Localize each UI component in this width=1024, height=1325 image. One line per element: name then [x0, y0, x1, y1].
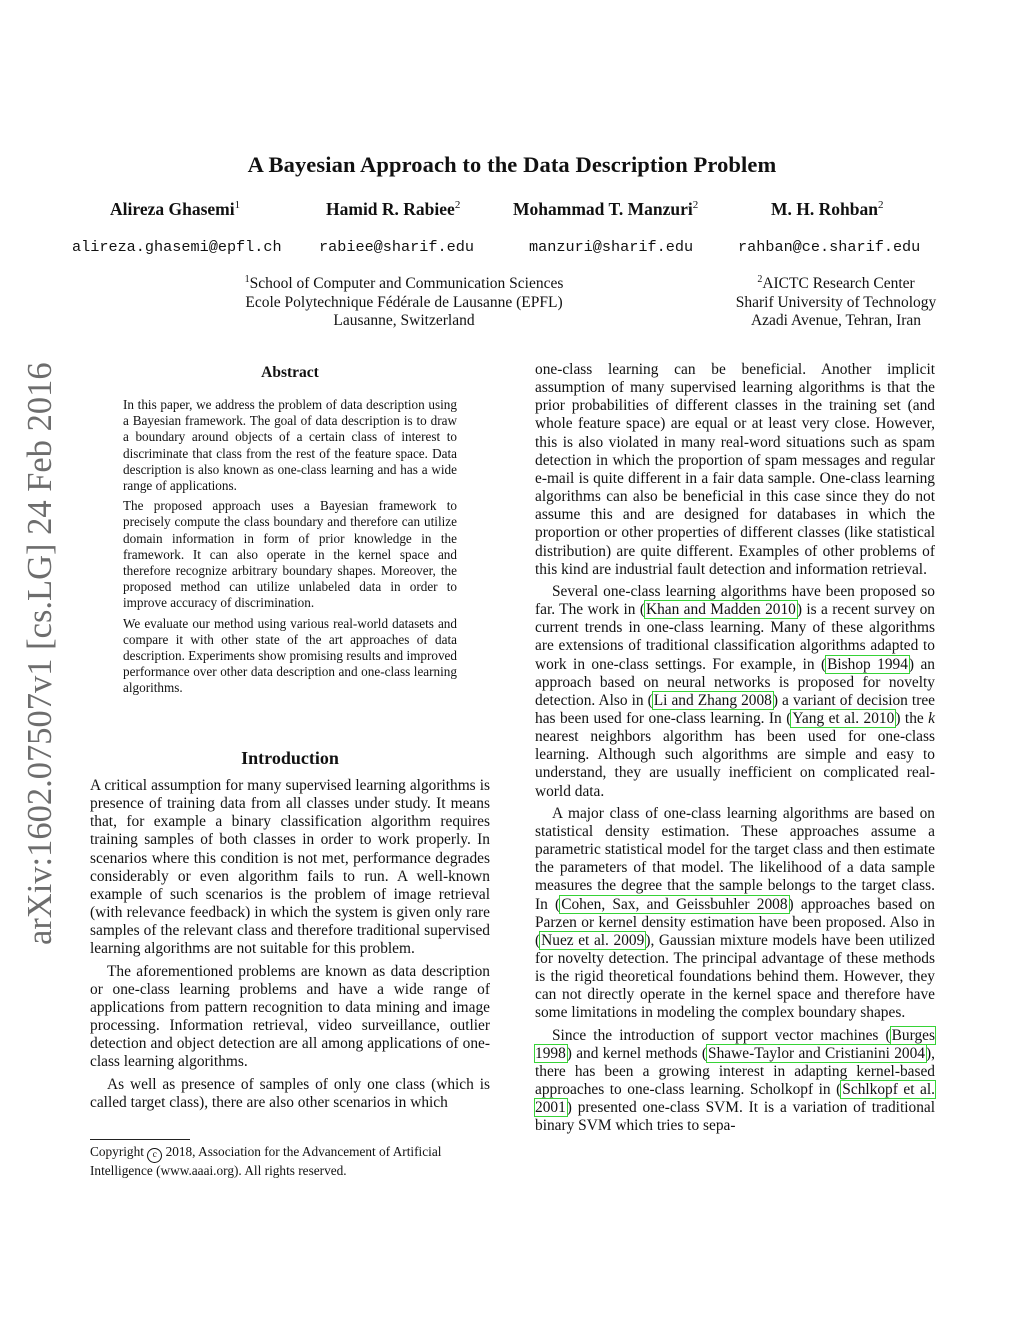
citation-link[interactable]: Yang et al. 2010	[792, 709, 895, 727]
intro-paragraph: one-class learning can be beneficial. Another implicit assumption of many supervised learning algorithms is that the prior probabilities of different classes in the training set (and whole feature space) are equal or at least very close. However, this is also violated in many real-word situations such as spam detection in which the proportion of spam messages and regular e-mail is quite different in a fair data sample. One-class learning algorithms can also be beneficial in this case since they do not assume this and are designed for databases in which the proportion or other properties of different classes (like statistical distribution) are quite different. Examples of other problems of this kind are industrial fault detection and information retrieval.	[535, 361, 935, 578]
author-affil-mark: 2	[877, 199, 884, 211]
abstract-paragraph: The proposed approach uses a Bayesian framework to precisely compute the class boundary and therefore can utilize domain information in form of prior knowledge in the framework. It can also operate in the kernel space and therefore recognize arbitrary boundary shapes. Moreover, the proposed method can utilize unlabeled data in order to improve accuracy of discrimination.	[123, 498, 457, 611]
copyright-footnote: Copyright c 2018, Association for the Advancement of Artificial Intelligence (www.aaai.org). All rights reserved.	[90, 1144, 442, 1178]
abstract-paragraph: In this paper, we address the problem of data description using a Bayesian framework. The goal of data description is to draw a boundary around objects of a certain class of interest to discriminate that class from the rest of the feature space. Data description is also known as one-class learning and has a wide range of applications.	[123, 397, 457, 494]
copyright-icon: c	[147, 1148, 162, 1163]
math-k: k	[928, 709, 936, 727]
abstract-heading: Abstract	[261, 364, 319, 381]
author-2-email: rabiee@sharif.edu	[319, 238, 474, 256]
citation-link[interactable]: Li and Zhang 2008	[653, 691, 772, 709]
author-4	[771, 199, 883, 220]
affil-line: Sharif University of Technology	[735, 293, 937, 311]
footnote-rule	[90, 1139, 190, 1140]
affiliation-2	[716, 275, 956, 331]
citation-link[interactable]: Nuez et al. 2009	[541, 931, 645, 949]
intro-paragraph: Since the introduction of support vector machines (Burges 1998) and kernel methods (Shawe-Taylor and Cristianini 2004), there has been a growing interest in adapting kernel-based approaches to one-class learning. Scholkopf in (Schlkopf et al. 2001) presented one-class SVM. It is a variation of traditional binary SVM which tries to sepa-	[535, 1026, 935, 1135]
author-4-email: rahban@ce.sharif.edu	[738, 238, 921, 256]
affil-line: Azadi Avenue, Tehran, Iran	[750, 312, 922, 329]
affil-mark: 2	[757, 274, 763, 285]
author-3	[513, 199, 698, 220]
intro-paragraph: The aforementioned problems are known as data description or one-class learning problems and have a wide range of applications from pattern recognition to data mining and image processing. Information retrieval, video surveillance, outlier detection and object detection are all among applications of one-class learning algorithms.	[90, 962, 490, 1071]
author-name: Alireza Ghasemi	[110, 199, 235, 219]
intro-paragraph: Several one-class learning algorithms have been proposed so far. The work in (Khan and Madden 2010) is a recent survey on current trends in one-class learning. Many of these algorithms are extensions of traditional classification algorithms adapted to work in one-class settings. For example, in (Bishop 1994) an approach based on neural networks is proposed for novelty detection. Also in (Li and Zhang 2008) a variant of decision tree has been used for one-class learning. In (Yang et al. 2010) the k nearest neighbors algorithm has been used for one-class learning. Although such algorithms are simple and easy to understand, they are usually inefficient on complicated real-world data.	[535, 582, 936, 800]
author-name: Mohammad T. Manzuri	[513, 199, 693, 219]
intro-paragraph: A major class of one-class learning algorithms are based on statistical density estimation. These approaches assume a parametric statistical model for the target class and then estimate the parameters of that model. The likelihood of a data sample measures the degree that the sample belongs to the target class. In (Cohen, Sax, and Geissbuhler 2008) approaches based on Parzen or kernel density estimation have been proposed. Also in (Nuez et al. 2009), Gaussian mixture models have been utilized for novelty detection. The principal advantage of these methods is the rigid theoretical foundations behind them. However, they can not directly operate in the kernel space and therefore have some limitations in modeling the complex boundary shapes.	[535, 804, 936, 1022]
author-name: M. H. Rohban	[771, 199, 878, 219]
right-column-text	[535, 361, 935, 1136]
author-affil-mark: 2	[692, 199, 699, 211]
citation-link[interactable]: Khan and Madden 2010	[645, 601, 796, 619]
abstract-body	[123, 397, 457, 701]
intro-paragraph: A critical assumption for many supervised learning algorithms is presence of training data from all classes under study. It means that, for example a binary classification algorithm requires training samples of both classes in order to work properly. In scenarios where this condition is not met, performance degrades considerably or even algorithm fails to run. A well-known example of such scenarios is the problem of image retrieval (with relevance feedback) in which the system is given only rare samples of the relevant class and therefore traditional supervised learning algorithms are not suitable for this problem.	[90, 777, 490, 958]
affil-line: School of Computer and Communication Sciences	[249, 275, 564, 292]
left-column-text	[90, 777, 490, 1112]
intro-paragraph: As well as presence of samples of only one class (which is called target class), there are also other scenarios in which	[90, 1075, 490, 1111]
citation-link[interactable]: Shawe-Taylor and Cristianini 2004	[708, 1044, 925, 1062]
affil-mark: 1	[244, 274, 250, 285]
citation-link[interactable]: Bishop 1994	[827, 655, 908, 673]
arxiv-stamp: arXiv:1602.07507v1 [cs.LG] 24 Feb 2016	[21, 362, 59, 945]
author-1-email: alireza.ghasemi@epfl.ch	[72, 238, 282, 256]
section-heading-introduction: Introduction	[241, 748, 339, 768]
affil-line: AICTC Research Center	[762, 275, 915, 292]
author-3-email: manzuri@sharif.edu	[529, 238, 694, 256]
author-1	[110, 199, 240, 220]
citation-link[interactable]: Schlkopf et al. 2001	[535, 1081, 935, 1117]
author-affil-mark: 2	[454, 199, 461, 211]
author-name: Hamid R. Rabiee	[326, 199, 455, 219]
paper-title: A Bayesian Approach to the Data Description Problem	[247, 152, 777, 177]
author-2	[326, 199, 460, 220]
affil-line: Lausanne, Switzerland	[333, 312, 475, 329]
abstract-paragraph: We evaluate our method using various real-world datasets and compare it with other state of the art approaches of data description. Experiments show promising results and improved performance over other data description and one-class learning algorithms.	[123, 615, 457, 696]
author-affil-mark: 1	[234, 199, 241, 211]
citation-link[interactable]: Cohen, Sax, and Geissbuhler 2008	[561, 895, 788, 913]
citation-link[interactable]: Burges 1998	[535, 1026, 935, 1062]
affil-line: Ecole Polytechnique Fédérale de Lausanne (EPFL)	[245, 293, 563, 311]
affiliation-1	[204, 275, 604, 331]
